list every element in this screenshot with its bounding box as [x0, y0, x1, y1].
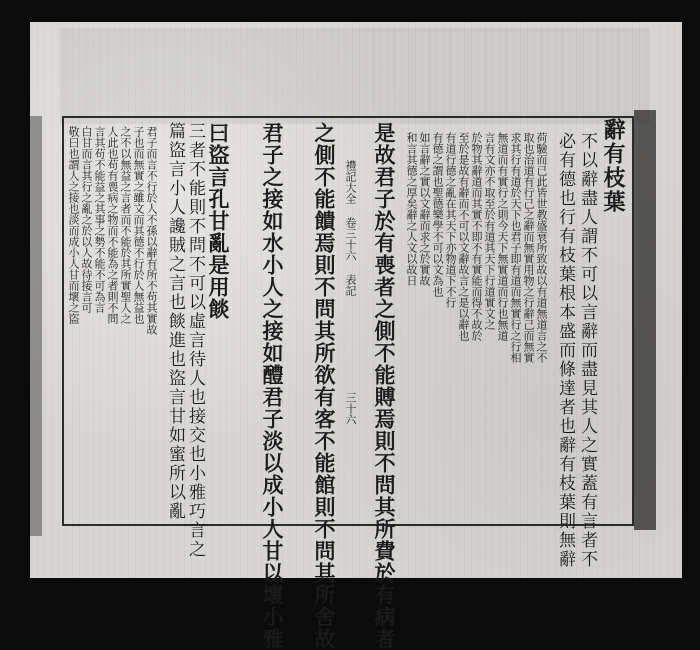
left-edge-shadow — [30, 116, 42, 536]
text-column-6: 無道而有實行之則今天下無實道而行也無道 — [496, 132, 509, 341]
text-column-20: 言其苟不能益之其事之勢不能不可為言 — [93, 126, 106, 313]
text-column-4: 取也治道有行己之辭而無實用物之行辭己而無實 — [522, 132, 535, 363]
text-column-13: 和言其德之厚矣辭之人文以故日 — [405, 132, 418, 286]
text-column-15: 篇盜言小人讒賊之言也餤進也盜言甘如蜜所以亂 — [165, 122, 185, 521]
text-column-12: 如言辭之實以文辭而求之於實故 — [418, 132, 431, 286]
text-column-11: 有德之謂也聖德樂學不可以文為也 — [431, 132, 444, 297]
page-number: 三十六 — [344, 392, 357, 425]
text-column-2: 必有德也行有枝葉根本盛而條達者也辭有枝葉則無辭 — [555, 132, 575, 569]
main-column-1: 是故君子於有喪者之側不能賻焉則不問其所費於有病者 — [372, 122, 397, 650]
main-column-2: 之側不能饋焉則不問其所欲有客不能館則不問其所舍故 — [312, 122, 337, 650]
volume-header: 禮記大全 卷三十六 表記 — [344, 160, 357, 296]
text-column-16: 君子而言不行於人不孫以辭有所不苟其實故 — [145, 126, 158, 335]
right-edge-shadow — [634, 110, 656, 530]
text-column-17: 子也而無實之雖文而其德不行於人無益也 — [132, 126, 145, 324]
paper-upper-margin — [60, 28, 650, 124]
text-column-5: 求其行有道於天下也君子即有道而無實行之行相 — [509, 132, 522, 363]
main-column-4: 曰盜言孔甘亂是用餤 — [206, 122, 231, 320]
text-column-10: 有道行德之亂在其天下亦物道下不行 — [444, 132, 457, 308]
text-column-7: 言有文亦不取至於有道其天下行道實文之 — [483, 132, 496, 330]
text-column-19: 人此也苟有喪病之物而不能為之者則不問 — [106, 126, 119, 324]
text-column-9: 至於是故有辭而不可以文辭故言之是以辭也 — [457, 132, 470, 341]
text-column-22: 敬曰也謂人之接也淡而成小人甘而壞之盜 — [67, 126, 80, 324]
section-title: 辭有枝葉 — [600, 118, 626, 214]
main-column-3: 君子之接如水小人之接如醴君子淡以成小人甘以壞小雅 — [260, 122, 285, 650]
text-column-18: 之不以無益之言者而不能於其所實聖人之 — [119, 126, 132, 324]
text-column-21: 白甘而言其行之亂之於以人故待接言可 — [80, 126, 93, 313]
text-column-14: 三者不能則不問不可以虛言待人也接交也小雅巧言之 — [185, 122, 205, 559]
text-column-3: 荷驗而已此皆世教盛衰所致故以有道無道言之不 — [535, 132, 548, 363]
text-column-8: 於物其辭道而其實不即不有實能而得不故於 — [470, 132, 483, 341]
text-column-1: 不以辭盡人謂不可以言辭而盡見其人之實蓋有言者不 — [577, 132, 597, 569]
